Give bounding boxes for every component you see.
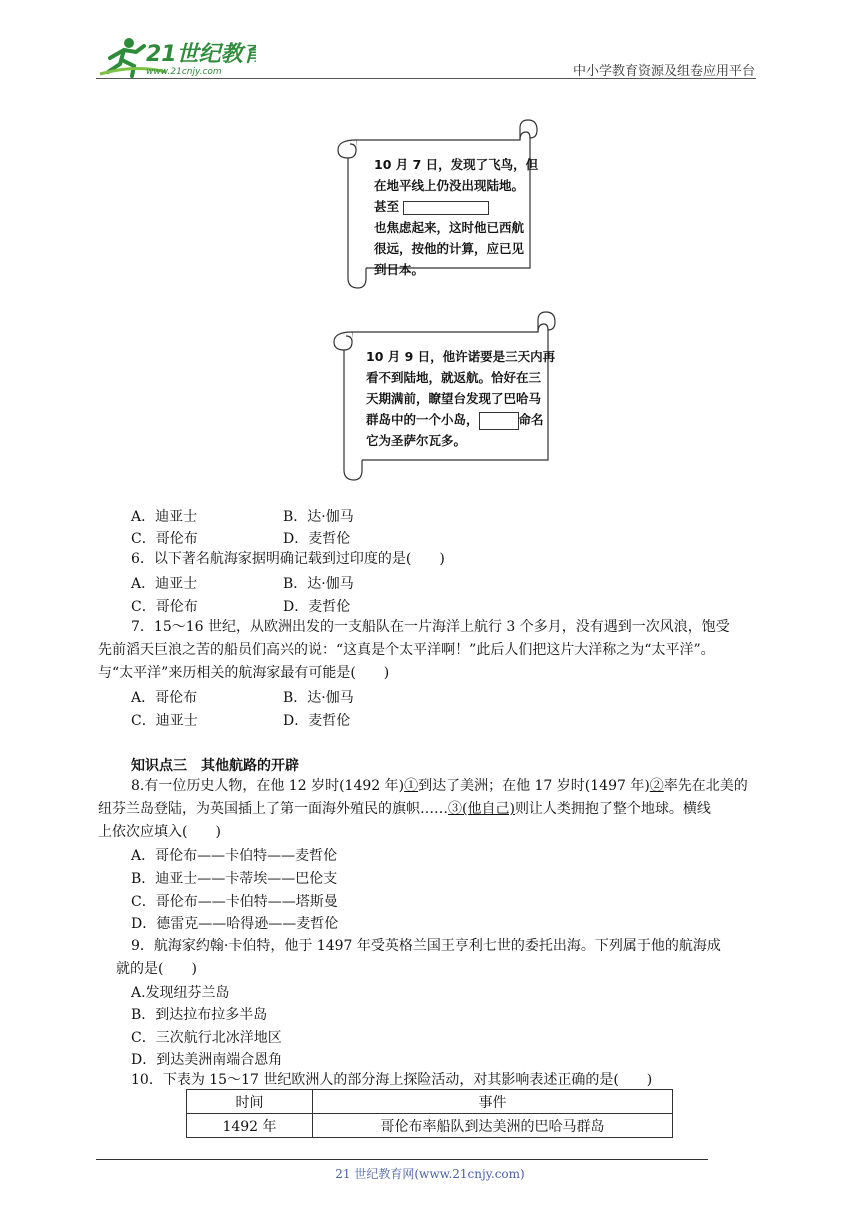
q8-text: 率先在北美的 [663, 778, 748, 794]
logo-url: www.21cnjy.com [146, 67, 222, 77]
q8-text: 纽芬兰岛登陆，为英国插上了第一面海外殖民的旗帜…… [98, 801, 448, 817]
q8-option-c: C．哥伦布——卡伯特——塔斯曼 [131, 894, 338, 910]
q7-option-a: A．哥伦布 [131, 690, 198, 706]
q5-option-b: B．达·伽马 [283, 509, 354, 525]
table-cell: 1492 年 [187, 1114, 313, 1138]
footer-text: 21 世纪教育网(www.21cnjy.com) [335, 1167, 525, 1181]
q5-option-a: A．迪亚士 [131, 509, 198, 525]
footer-divider [96, 1159, 708, 1160]
q8-blank-1: ① [404, 778, 419, 794]
section-title: 知识点三 其他航路的开辟 [131, 758, 299, 774]
scroll2-line: 天期满前，瞭望台发现了巴哈马 [366, 391, 542, 406]
q5-option-c: C．哥伦布 [131, 531, 198, 547]
q9-option-c: C．三次航行北冰洋地区 [131, 1030, 282, 1046]
event-table [186, 1089, 673, 1138]
q8-text: 到达了美洲；在他 17 岁时(1497 年) [418, 778, 650, 794]
scroll2-line: 10 月 9 日，他许诺要是三天内再 [366, 349, 556, 364]
q7-line-2: 先前滔天巨浪之苦的船员们高兴的说：“这真是个太平洋啊！”此后人们把这片大洋称之为“太平洋”。 [98, 642, 715, 658]
q7-option-b: B．达·伽马 [283, 690, 354, 706]
header-divider [96, 78, 756, 79]
table-header-row [187, 1090, 673, 1114]
table-header: 时间 [187, 1090, 313, 1114]
q8-option-d: D．德雷克——哈得逊——麦哲伦 [131, 916, 339, 932]
q6-option-c: C．哥伦布 [131, 599, 198, 615]
table-header: 事件 [313, 1090, 673, 1114]
q5-option-d: D．麦哲伦 [283, 531, 351, 547]
scroll-figure-1 [334, 118, 540, 290]
scroll2-line: 它为圣萨尔瓦多。 [366, 433, 467, 448]
table-row [187, 1114, 673, 1138]
answer-blank [403, 201, 489, 215]
scroll-figure-2 [330, 310, 558, 482]
logo-text: 21世纪教育 [146, 42, 256, 67]
q7-line-3: 与“太平洋”来历相关的航海家最有可能是( ) [98, 665, 390, 681]
q10-stem: 10．下表为 15～17 世纪欧洲人的部分海上探险活动，对其影响表述正确的是( ) [131, 1072, 653, 1088]
q8-text: 8.有一位历史人物，在他 12 岁时(1492 年) [131, 778, 405, 794]
scroll2-line: 命名 [518, 412, 544, 427]
answer-blank [479, 412, 519, 430]
q8-line-1 [131, 775, 748, 797]
scroll2-line: 看不到陆地，就返航。恰好在三 [366, 370, 542, 385]
q9-line-1: 9．航海家约翰·卡伯特，他于 1497 年受英格兰国王亨利七世的委托出海。下列属于他的航海成 [131, 938, 721, 954]
q9-option-d: D．到达美洲南端合恩角 [131, 1052, 283, 1068]
scroll1-line: 很远，按他的计算，应已见 [374, 241, 525, 256]
q9-option-a: A.发现纽芬兰岛 [131, 985, 230, 1001]
q6-option-b: B．达·伽马 [283, 576, 354, 592]
q6-option-a: A．迪亚士 [131, 576, 198, 592]
scroll1-line: 也焦虑起来，这时他已西航 [374, 220, 525, 235]
q7-option-c: C．迪亚士 [131, 713, 198, 729]
q8-blank-3: ③(他自己) [448, 801, 515, 817]
q6-stem: 6．以下著名航海家据明确记载到过印度的是( ) [131, 551, 445, 567]
q8-text: 则让人类拥抱了整个地球。横线 [514, 801, 711, 817]
platform-name: 中小学教育资源及组卷应用平台 [572, 64, 755, 79]
site-logo [96, 34, 256, 80]
q9-line-2: 就的是( ) [116, 961, 197, 977]
q7-option-d: D．麦哲伦 [283, 713, 351, 729]
scroll1-line: 甚至 [374, 199, 400, 214]
q6-option-d: D．麦哲伦 [283, 599, 351, 615]
q7-line-1: 7．15～16 世纪，从欧洲出发的一支船队在一片海洋上航行 3 个多月，没有遇到一次风浪，饱受 [131, 619, 730, 635]
scroll1-line: 到日本。 [374, 262, 425, 277]
q8-blank-2: ② [649, 778, 664, 794]
scroll1-line: 10 月 7 日，发现了飞鸟，但 [374, 157, 539, 172]
scroll2-line: 群岛中的一个小岛， [366, 412, 479, 427]
scroll1-line: 在地平线上仍没出现陆地。 [374, 178, 525, 193]
q8-option-a: A．哥伦布——卡伯特——麦哲伦 [131, 848, 338, 864]
q8-line-2 [98, 798, 711, 820]
q8-option-b: B．迪亚士——卡蒂埃——巴伦支 [131, 871, 338, 887]
table-cell: 哥伦布率船队到达美洲的巴哈马群岛 [313, 1114, 673, 1138]
q9-option-b: B．到达拉布拉多半岛 [131, 1007, 268, 1023]
q8-line-3: 上依次应填入( ) [98, 824, 221, 840]
